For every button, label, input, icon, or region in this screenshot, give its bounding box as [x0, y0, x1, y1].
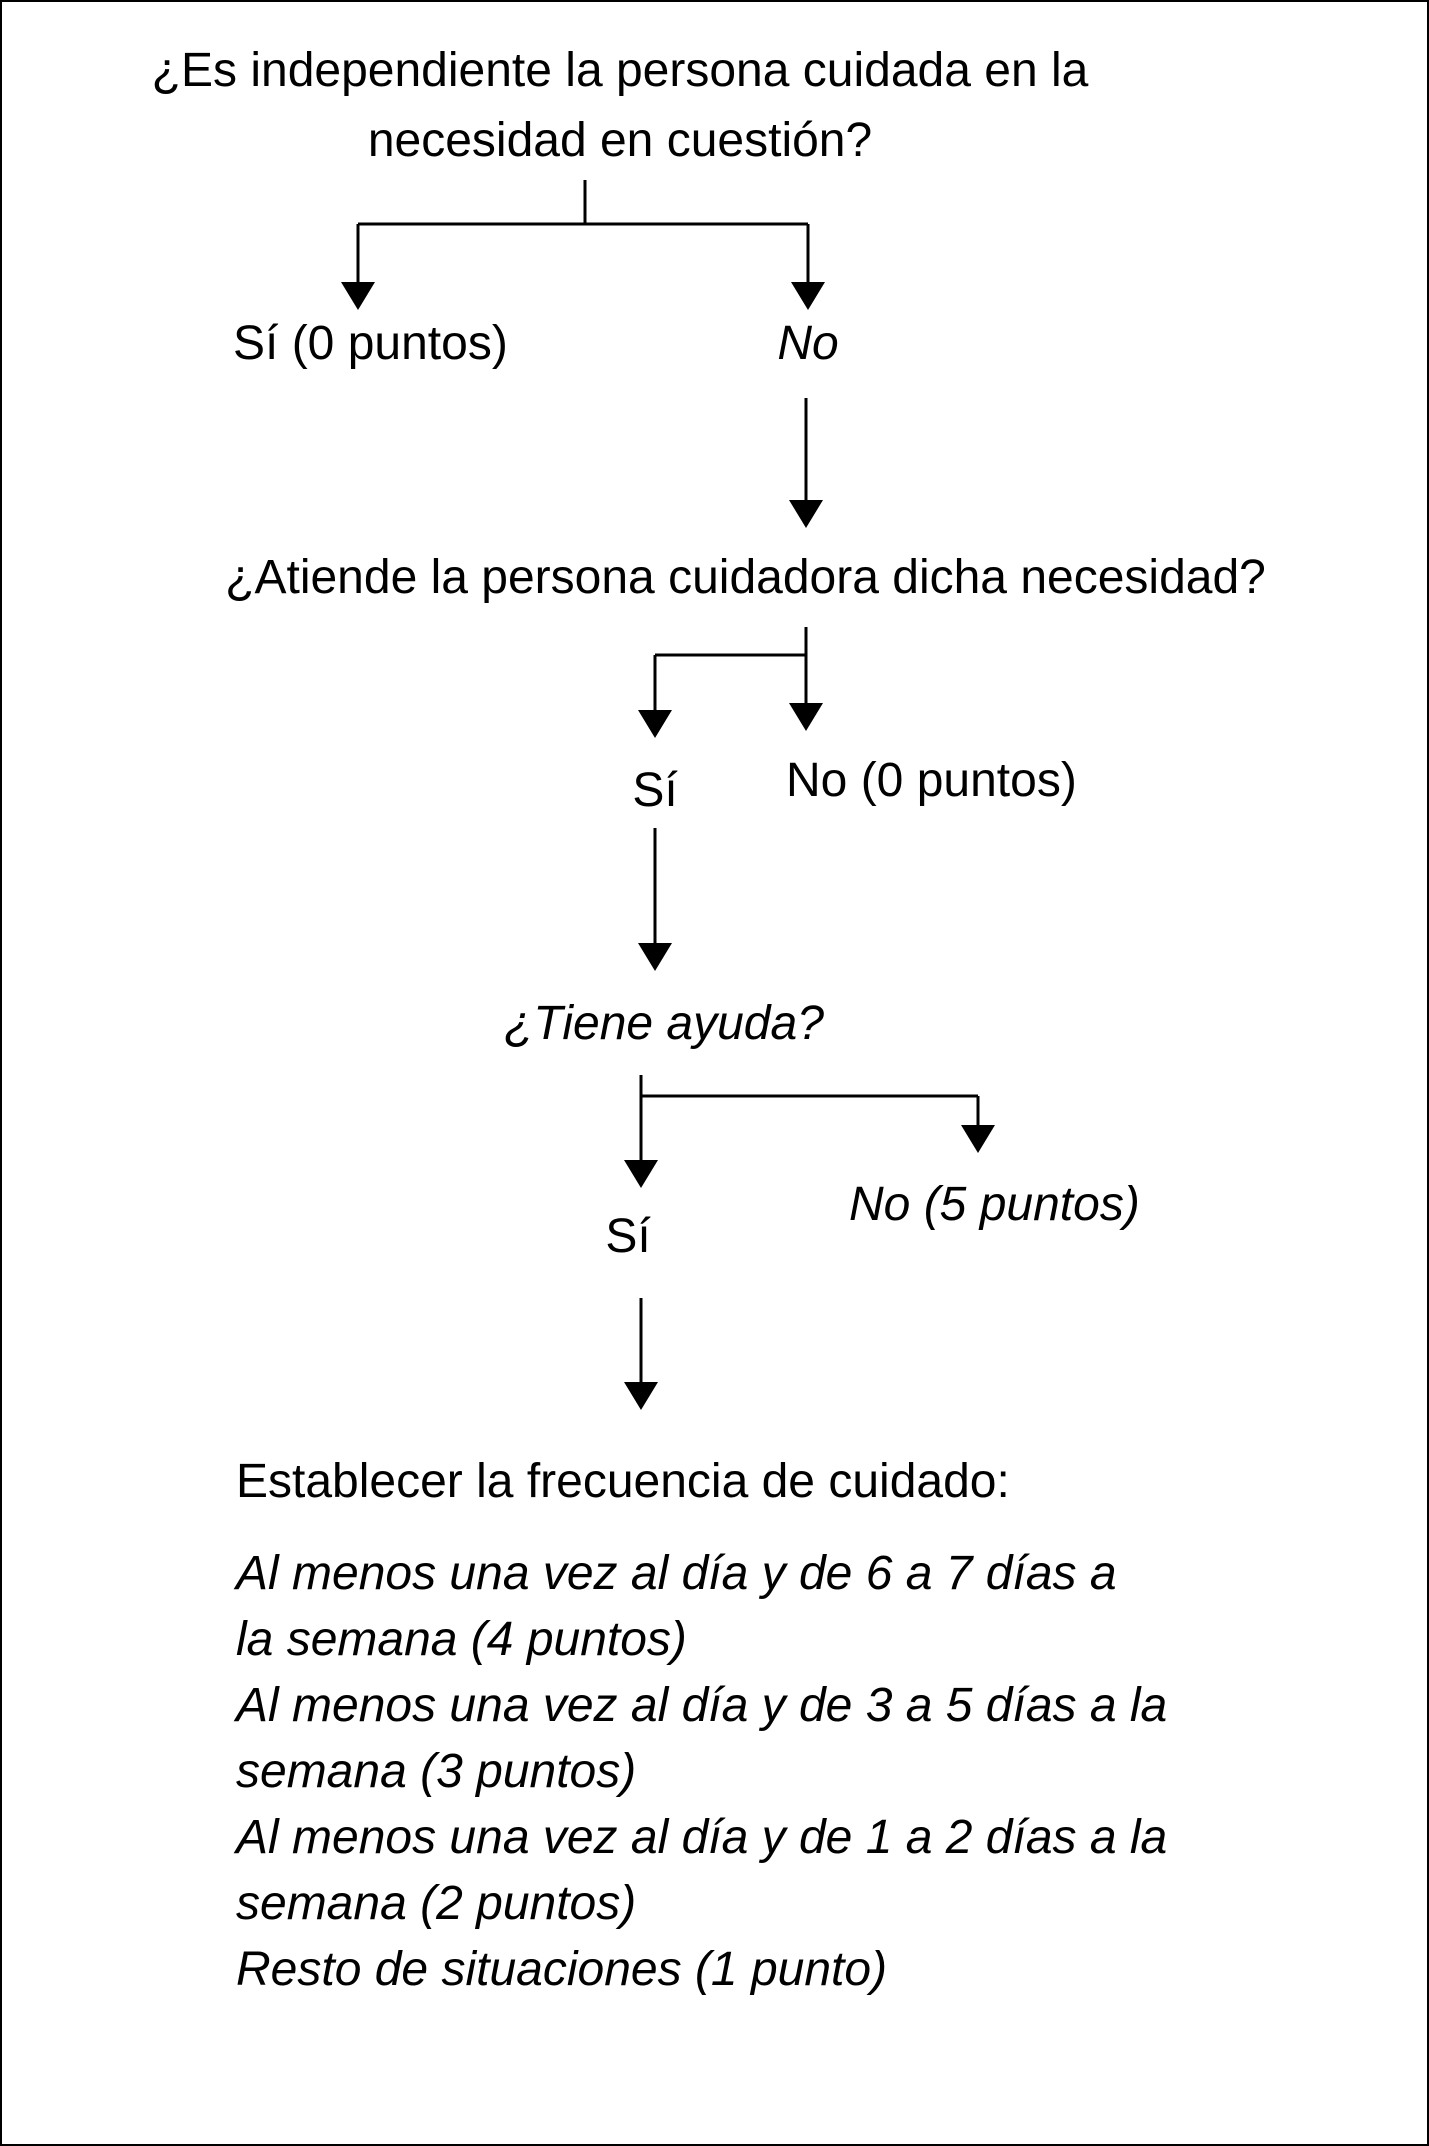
q3-no-label: No (5 puntos)	[849, 1178, 1140, 1231]
q3-question: ¿Tiene ayuda?	[504, 997, 824, 1050]
frequency-line: semana (3 puntos)	[236, 1745, 637, 1798]
q3-arrowhead	[638, 943, 672, 971]
frequency-line: Al menos una vez al día y de 3 a 5 días a la	[236, 1679, 1168, 1732]
q2-no-label: No (0 puntos)	[786, 754, 1077, 807]
q1-yes-label: Sí (0 puntos)	[233, 317, 508, 370]
frequency-line: la semana (4 puntos)	[236, 1613, 687, 1666]
q2-question: ¿Atiende la persona cuidadora dicha necesidad?	[225, 551, 1266, 604]
q3-yes-arrowhead	[624, 1160, 658, 1188]
frequency-heading: Establecer la frecuencia de cuidado:	[236, 1455, 1010, 1508]
q2-arrowhead	[789, 500, 823, 528]
q3-yes-label: Sí	[605, 1210, 651, 1263]
q2-no-arrowhead	[789, 703, 823, 731]
frequency-line: Resto de situaciones (1 punto)	[236, 1943, 888, 1996]
q1-question-line1: ¿Es independiente la persona cuidada en la	[151, 44, 1089, 97]
q1-no-label: No	[777, 317, 839, 370]
q1-no-arrowhead	[791, 282, 825, 310]
q1-yes-arrowhead	[341, 282, 375, 310]
frequency-arrowhead	[624, 1382, 658, 1410]
frequency-line: Al menos una vez al día y de 1 a 2 días a la	[236, 1811, 1168, 1864]
frequency-line: Al menos una vez al día y de 6 a 7 días a	[236, 1547, 1117, 1600]
q1-question-line2: necesidad en cuestión?	[367, 114, 873, 167]
q2-yes-label: Sí	[632, 764, 678, 817]
q3-no-arrowhead	[961, 1125, 995, 1153]
q2-yes-arrowhead	[638, 710, 672, 738]
frequency-line: semana (2 puntos)	[236, 1877, 637, 1930]
